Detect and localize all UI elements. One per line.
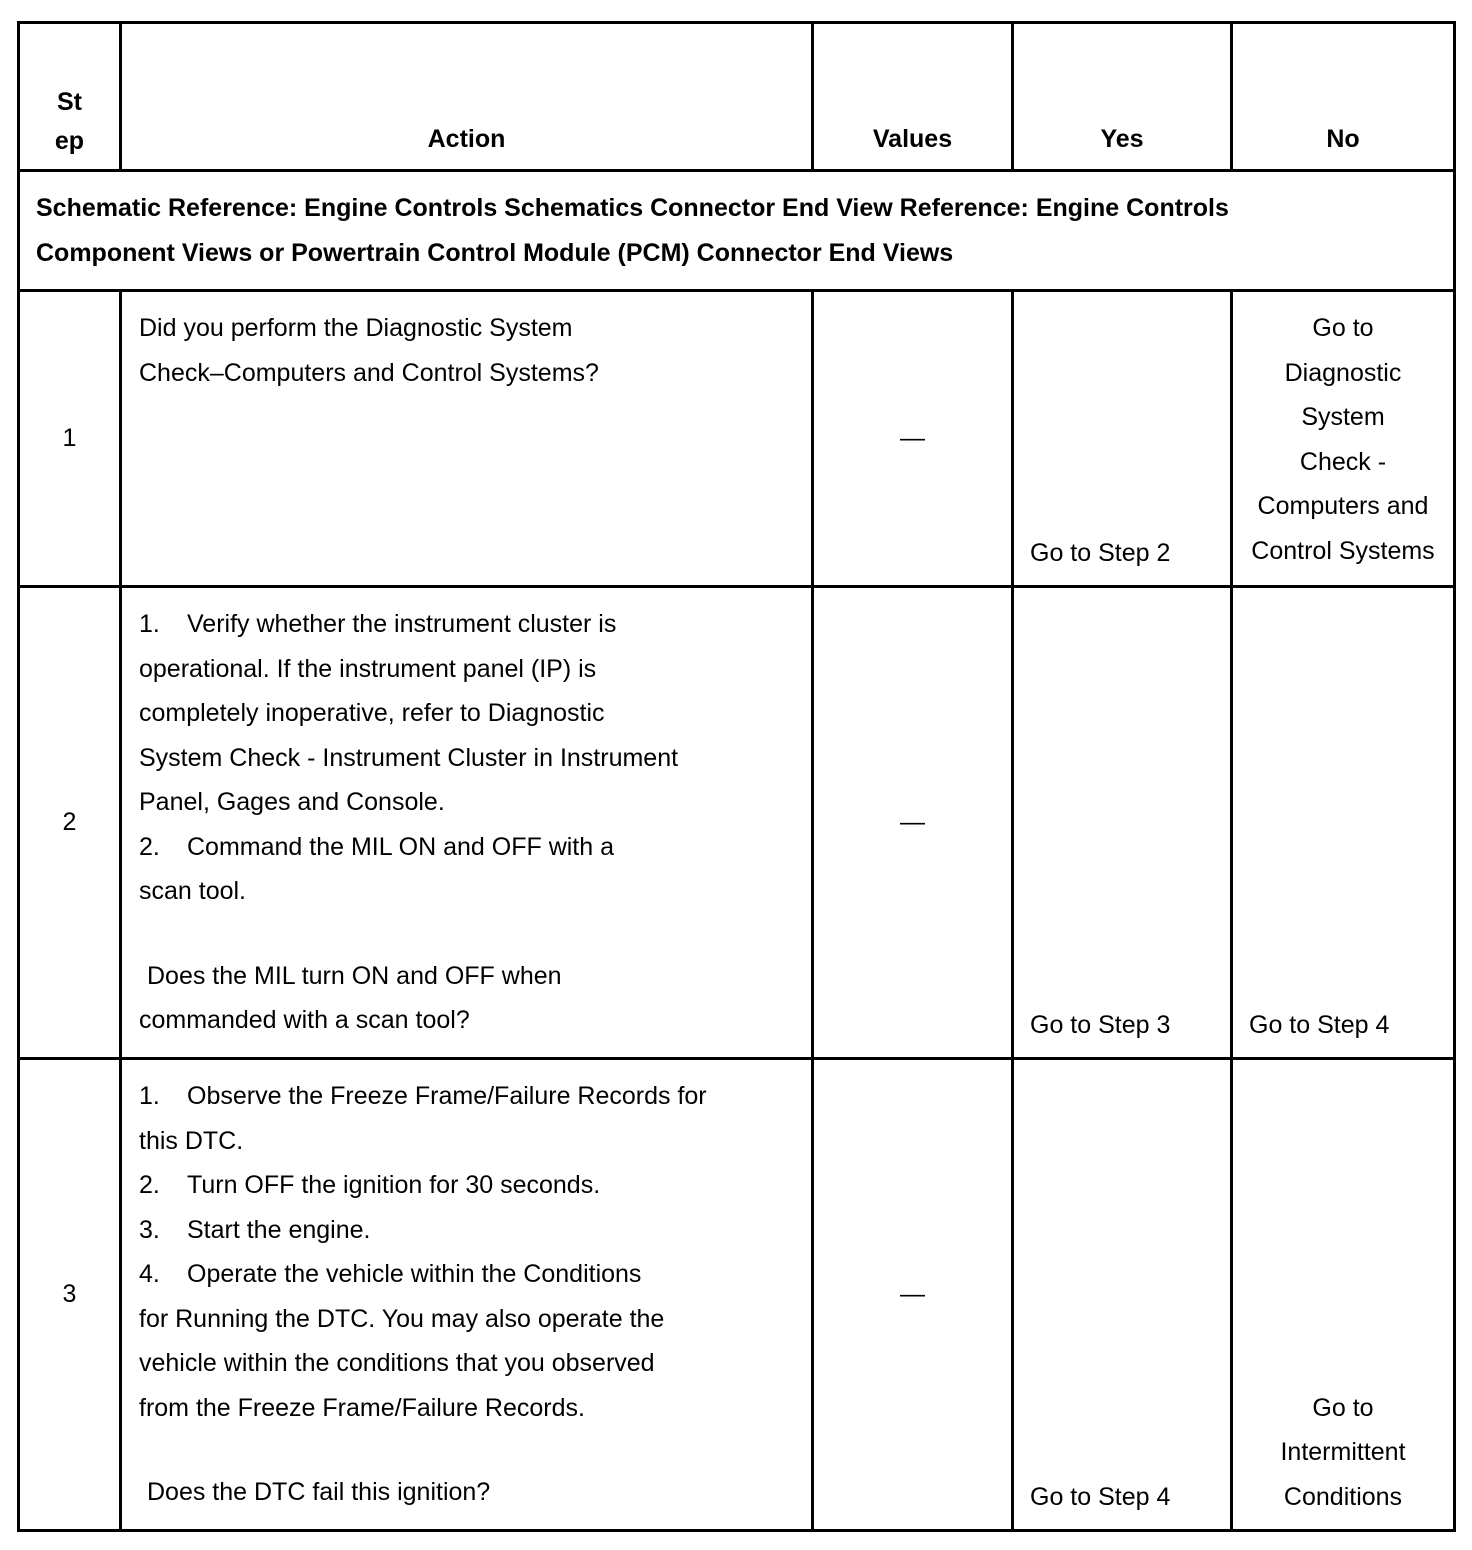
action-text: Operate the vehicle within the Conditions [187,1260,642,1288]
action-item [139,1252,795,1297]
item-number: 2. [139,832,160,861]
values-cell: — [813,587,1013,1059]
header-row [19,23,1455,171]
no-text: Check - [1299,447,1387,476]
item-number: 1. [139,1082,160,1110]
schematic-reference [19,171,1455,291]
action-text: Start the engine. [187,1215,371,1244]
header-step-line1: St [57,88,82,116]
action-text: from the Freeze Frame/Failure Records. [139,1393,585,1422]
header-values: Values [813,23,1013,171]
item-number: 2. [139,1171,160,1199]
header-yes: Yes [1013,23,1232,171]
header-no: No [1232,23,1455,171]
header-step-line2: ep [54,127,85,155]
no-text: Conditions [1283,1482,1403,1511]
action-item [139,1074,795,1119]
no-text: Go to [1312,314,1374,342]
action-item [139,1163,795,1208]
no-link[interactable] [1232,291,1455,587]
action-text: System Check - Instrument Cluster in Instrument [139,743,679,772]
no-text: Control Systems [1251,536,1435,565]
action-cell [121,587,813,1059]
step-number: 3 [19,1059,121,1531]
yes-link[interactable]: Go to Step 4 [1013,1059,1232,1531]
step-number: 2 [19,587,121,1059]
header-action: Action [121,23,813,171]
no-link[interactable]: Go to Step 4 [1232,587,1455,1059]
no-text: Intermittent [1280,1438,1406,1466]
table-row [19,587,1455,1059]
no-text: Go to [1312,1393,1374,1422]
values-cell: — [813,291,1013,587]
reference-line2: Component Views or Powertrain Control Module (PCM) Connector End Views [36,238,954,267]
action-question: Does the DTC fail this ignition? [147,1478,491,1506]
action-question: Does the MIL turn ON and OFF when [147,961,562,990]
action-item [139,1208,795,1253]
item-number: 3. [139,1215,160,1244]
reference-row [19,171,1455,291]
yes-link[interactable]: Go to Step 3 [1013,587,1232,1059]
values-cell: — [813,1059,1013,1531]
action-item [139,825,795,870]
item-number: 1. [139,610,160,638]
action-text: Check–Computers and Control Systems? [139,358,599,387]
action-cell [121,1059,813,1531]
no-text: Diagnostic [1284,358,1402,387]
action-text: for Running the DTC. You may also operate the [139,1304,665,1333]
no-text: Computers and [1257,492,1429,520]
action-text: Verify whether the instrument cluster is [187,610,617,638]
step-number: 1 [19,291,121,587]
action-question: commanded with a scan tool? [139,1006,470,1034]
action-text: operational. If the instrument panel (IP) is [139,654,597,683]
yes-link[interactable]: Go to Step 2 [1013,291,1232,587]
no-link[interactable] [1232,1059,1455,1531]
table-row [19,291,1455,587]
action-text: Observe the Freeze Frame/Failure Records for [187,1082,707,1110]
no-text: System [1301,403,1385,431]
action-text: scan tool. [139,877,247,905]
action-text: Turn OFF the ignition for 30 seconds. [187,1171,601,1199]
diagnostic-table [17,21,1456,1532]
action-text: Panel, Gages and Console. [139,788,445,816]
header-step [19,23,121,171]
action-text: Command the MIL ON and OFF with a [187,832,615,861]
action-text: completely inoperative, refer to Diagnostic [139,699,605,727]
action-text: vehicle within the conditions that you observed [139,1349,655,1377]
table-row [19,1059,1455,1531]
action-text: this DTC. [139,1126,244,1155]
action-item [139,602,795,647]
action-cell [121,291,813,587]
reference-line1: Schematic Reference: Engine Controls Schematics Connector End View Reference: Engine Controls [36,194,1229,222]
item-number: 4. [139,1260,160,1288]
action-text: Did you perform the Diagnostic System [139,314,573,342]
